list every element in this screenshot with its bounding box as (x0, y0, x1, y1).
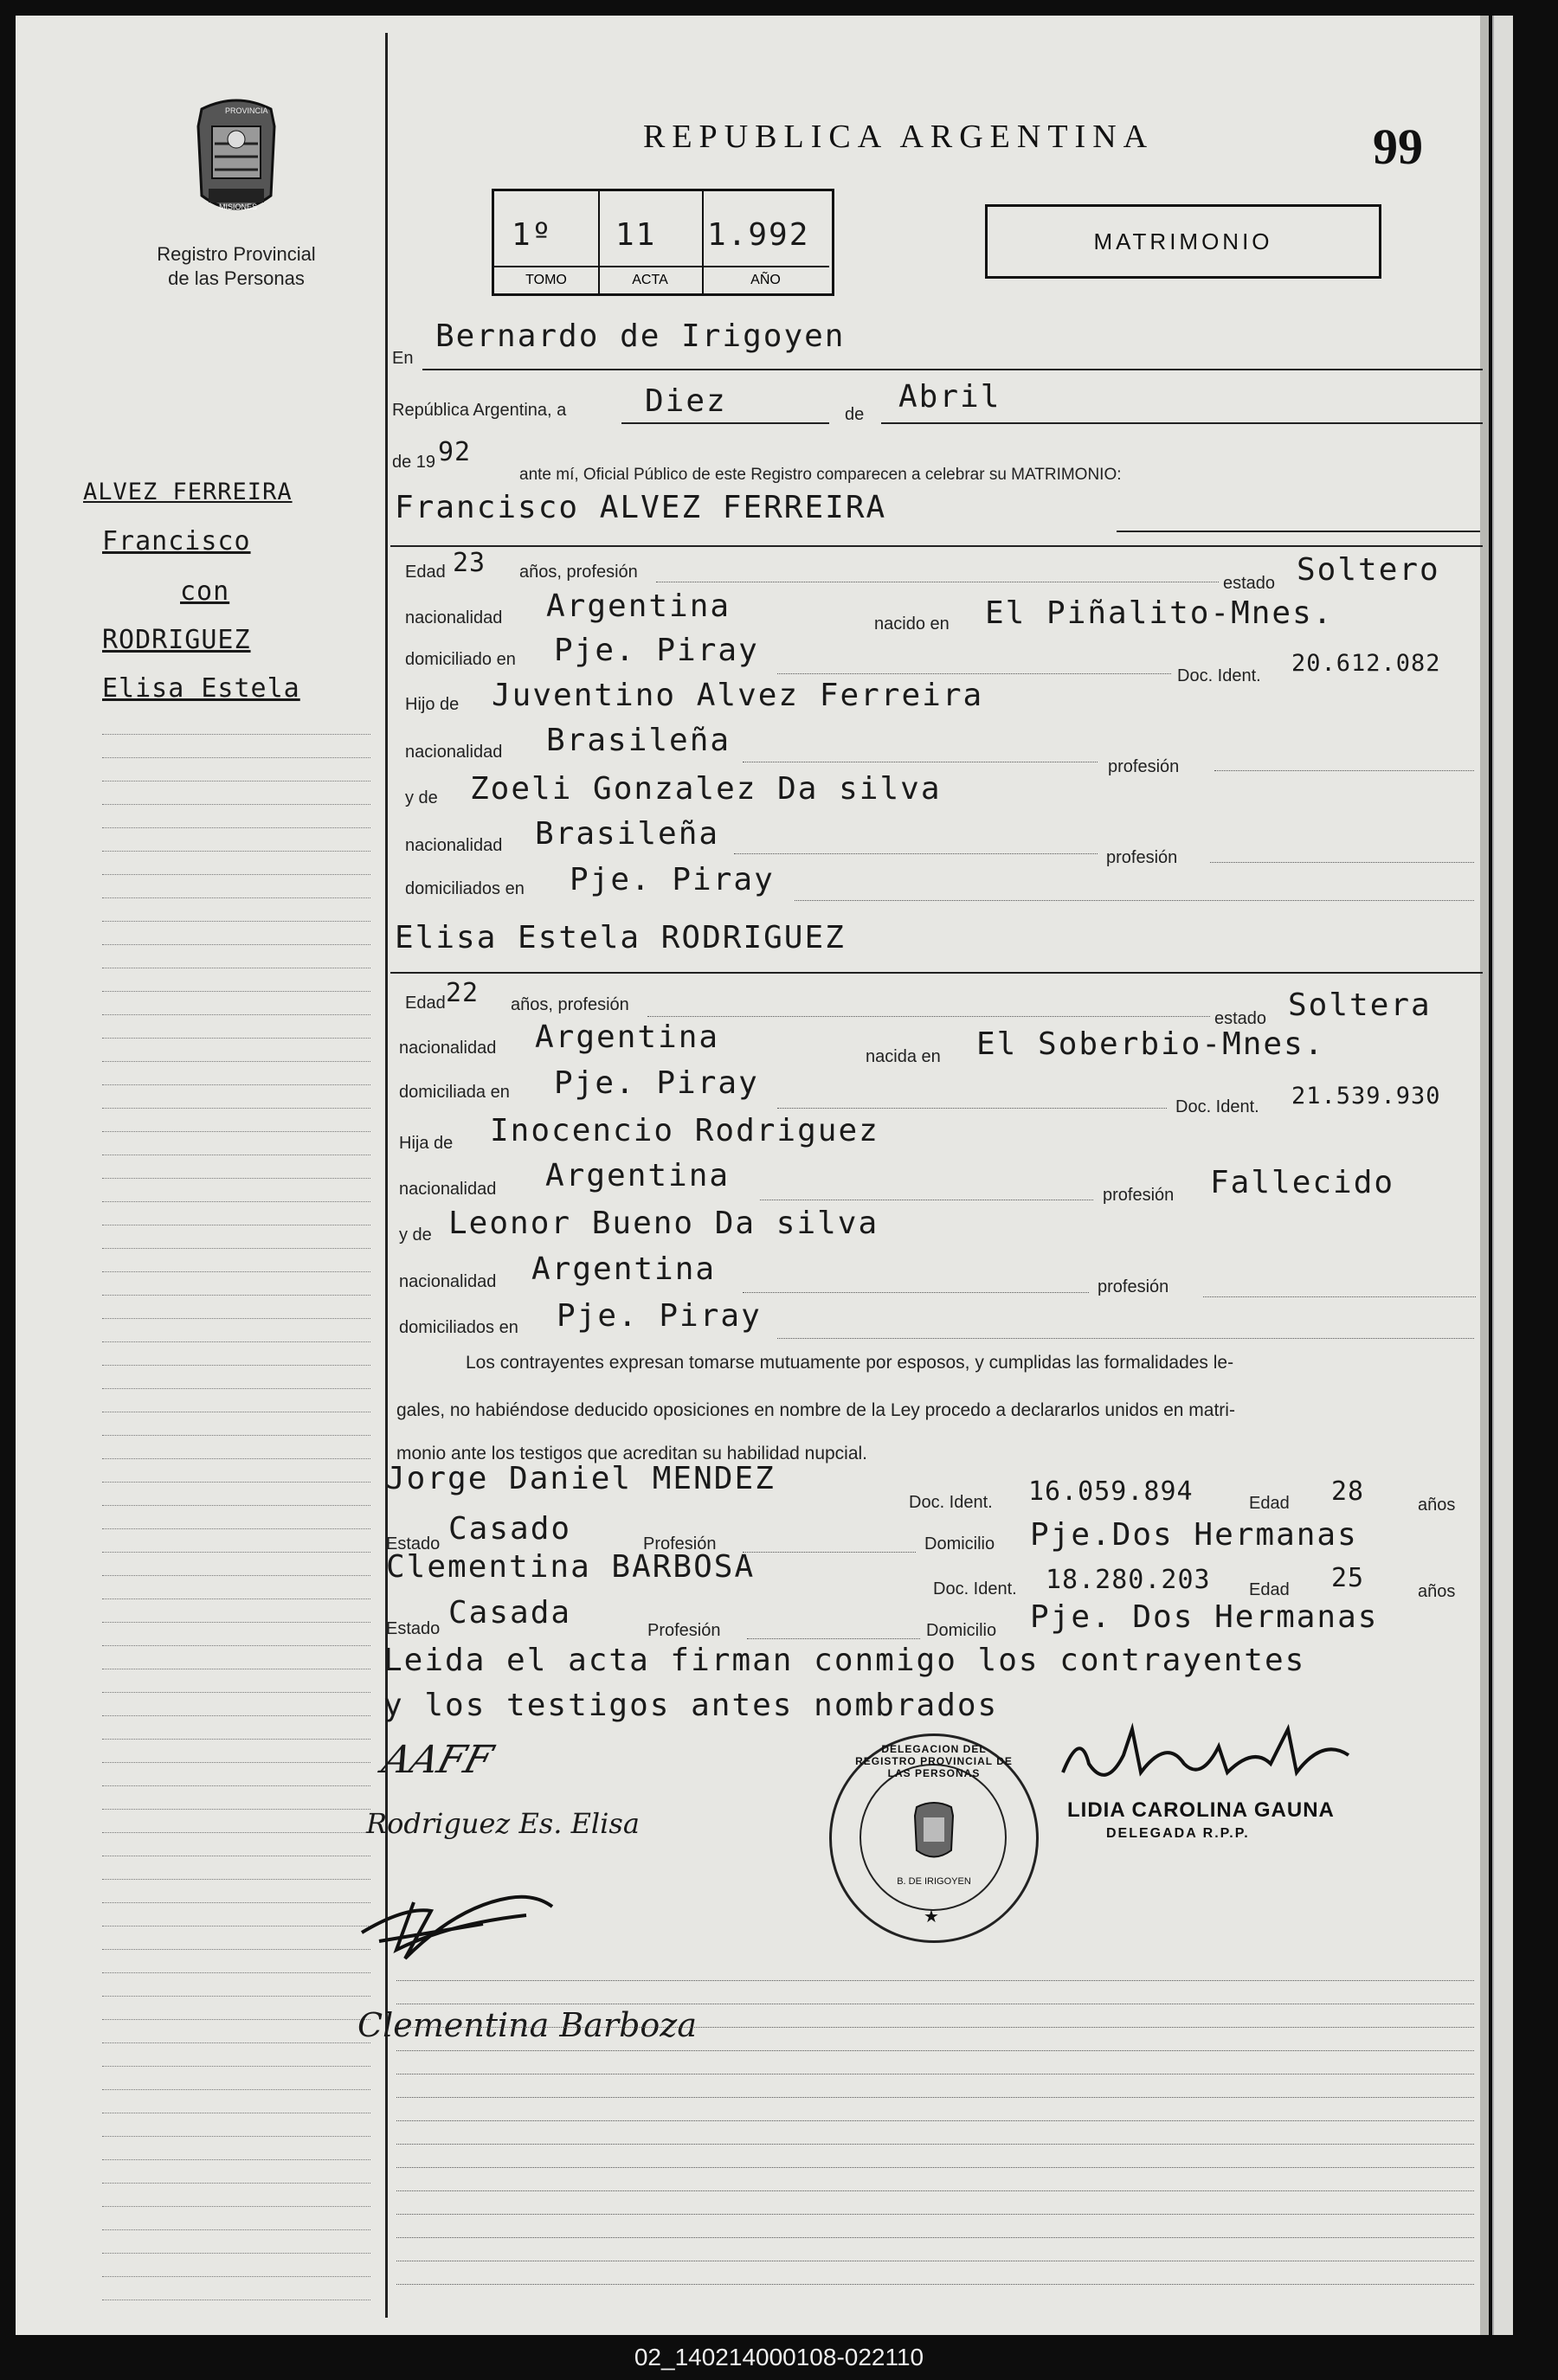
stamp-ring-text: DELEGACION DEL REGISTRO PROVINCIAL DE LAS PERSONAS (855, 1743, 1013, 1779)
witness-2-estado-label: Estado (386, 1619, 441, 1638)
closing-line-1: Leida el acta firman conmigo los contrayentes (383, 1643, 1306, 1678)
groom-dom-label: domiciliado en (405, 650, 516, 669)
margin-con: con (180, 576, 230, 607)
tomo-cell (494, 191, 600, 293)
body-ruled-line (396, 2027, 1474, 2028)
groom-anos-label: años, profesión (519, 563, 638, 582)
margin-ruled-line (102, 1949, 370, 1950)
margin-ruled-line (102, 1809, 370, 1810)
margin-ruled-line (102, 1482, 370, 1483)
margin-ruled-line (102, 1528, 370, 1529)
margin-ruled-line (102, 1201, 370, 1202)
bride-father-prof-label: profesión (1103, 1186, 1175, 1205)
bride-doc: 21.539.930 (1291, 1083, 1441, 1110)
groom-nationality: Argentina (546, 589, 731, 624)
bride-mother: Leonor Bueno Da silva (448, 1206, 879, 1241)
stamp-inner-text: B. DE IRIGOYEN (897, 1876, 971, 1887)
year-suffix: 92 (438, 437, 472, 467)
margin-rule (385, 33, 388, 2318)
groom-name-line (1117, 531, 1480, 532)
margin-ruled-line (102, 827, 370, 828)
groom-name: Francisco ALVEZ FERREIRA (395, 490, 887, 525)
margin-ruled-line (102, 1388, 370, 1389)
margin-ruled-line (102, 1365, 370, 1366)
declaration-line-3: monio ante los testigos que acreditan su habilidad nupcial. (396, 1444, 868, 1463)
margin-ruled-line (102, 1879, 370, 1880)
body-ruled-line (396, 1980, 1474, 1981)
margin-ruled-line (102, 1832, 370, 1833)
groom-doc-label: Doc. Ident. (1177, 666, 1261, 685)
body-ruled-line (396, 2190, 1474, 2191)
signature-4: Clementina Barboza (357, 2006, 697, 2044)
body-ruled-line (396, 2167, 1474, 2168)
margin-ruled-line (102, 2066, 370, 2067)
witness-1-anos-label: años (1418, 1496, 1456, 1515)
margin-ruled-line (102, 1061, 370, 1062)
margin-ruled-line (102, 921, 370, 922)
margin-ruled-line (102, 2206, 370, 2207)
registry-stamp (829, 1734, 1039, 1943)
margin-ruled-line (102, 1996, 370, 1997)
margin-ruled-line (102, 2276, 370, 2277)
margin-ruled-line (102, 897, 370, 898)
bride-mother-prof-line (1203, 1296, 1476, 1297)
anio-cell (702, 191, 832, 293)
bride-hija-label: Hija de (399, 1134, 454, 1153)
margin-ruled-line (102, 1762, 370, 1763)
witness-2-age: 25 (1331, 1563, 1365, 1593)
margin-ruled-line (102, 2229, 370, 2230)
groom-domicile: Pje. Piray (554, 633, 759, 668)
bride-mother-line (743, 1292, 1089, 1293)
year-prefix: de 19 (392, 453, 436, 472)
margin-ruled-line (102, 1248, 370, 1249)
bride-father-prof: Fallecido (1210, 1165, 1395, 1200)
margin-ruled-line (102, 944, 370, 945)
declaration-line-2: gales, no habiéndose deducido oposiciones en nombre de la Ley procedo a declararlos unidos en matri- (396, 1400, 1235, 1420)
groom-mother-line (734, 853, 1098, 854)
body-ruled-line (396, 2284, 1474, 2285)
bride-anos-label: años, profesión (511, 995, 629, 1014)
body-ruled-line (396, 2237, 1474, 2238)
margin-ruled-line (102, 757, 370, 758)
bride-doms-label: domiciliados en (399, 1318, 518, 1337)
bride-section-rule (390, 972, 1483, 974)
registry-line-2: de las Personas (168, 267, 305, 289)
tomo-value: 1º (512, 217, 553, 253)
margin-ruled-line (102, 2089, 370, 2090)
stamp-star-icon: ★ (924, 1907, 939, 1927)
bride-doc-label: Doc. Ident. (1175, 1097, 1259, 1116)
doc-type-box: MATRIMONIO (985, 204, 1381, 279)
body-ruled-line (396, 2097, 1474, 2098)
anio-label: AÑO (702, 266, 829, 293)
margin-ruled-line (102, 2159, 370, 2160)
margin-ruled-line (102, 1692, 370, 1693)
groom-doc: 20.612.082 (1291, 650, 1441, 677)
groom-mother-nat: Brasileña (535, 816, 720, 852)
bride-nationality: Argentina (535, 1020, 720, 1055)
day-line (621, 422, 829, 424)
signature-3-scribble (353, 1872, 578, 1967)
document-page (16, 16, 1489, 2335)
bride-parents-domicile: Pje. Piray (557, 1298, 762, 1334)
witness-2-edad-label: Edad (1249, 1580, 1290, 1599)
groom-father-nat-label: nacionalidad (405, 743, 503, 762)
intro-text: ante mí, Oficial Público de este Registro comparecen a celebrar su MATRIMONIO: (519, 466, 1122, 484)
margin-ruled-line (102, 2136, 370, 2137)
margin-ruled-line (102, 734, 370, 735)
witness-1-prof-line (743, 1552, 916, 1553)
emblem-province-text: PROVINCIA (225, 106, 268, 115)
margin-ruled-line (102, 1598, 370, 1599)
groom-father-nat: Brasileña (546, 723, 731, 758)
bride-born: El Soberbio-Mnes. (976, 1026, 1325, 1062)
bride-mother-nat: Argentina (531, 1251, 717, 1287)
margin-ruled-line (102, 1295, 370, 1296)
record-box (492, 189, 834, 296)
groom-nacido-label: nacido en (874, 614, 950, 634)
tomo-label: TOMO (494, 266, 598, 293)
witness-1-dom-label: Domicilio (924, 1534, 995, 1553)
rep-label: República Argentina, a (392, 401, 567, 420)
margin-ruled-line (102, 851, 370, 852)
acta-cell (598, 191, 704, 293)
witness-2-name: Clementina BARBOSA (386, 1549, 756, 1585)
margin-ruled-line (102, 2042, 370, 2043)
margin-ruled-line (102, 1131, 370, 1132)
registry-name (137, 242, 336, 291)
place-line (422, 369, 1483, 370)
witness-1-estado: Casado (448, 1511, 572, 1547)
margin-name-1: Francisco (102, 526, 251, 556)
bride-name: Elisa Estela RODRIGUEZ (395, 920, 846, 955)
officer-name: LIDIA CAROLINA GAUNA (1067, 1798, 1335, 1822)
groom-father-prof-line (1214, 770, 1474, 771)
month-line (881, 422, 1483, 424)
month-value: Abril (898, 379, 1001, 415)
groom-section-rule (390, 545, 1483, 547)
emblem-name-text: MISIONES (218, 203, 257, 211)
margin-ruled-line (102, 1038, 370, 1039)
groom-doms-label: domiciliados en (405, 879, 525, 898)
margin-ruled-line (102, 1341, 370, 1342)
stamp-emblem-icon (908, 1798, 960, 1868)
margin-surname-1: ALVEZ FERREIRA (83, 479, 293, 505)
signature-2: Rodriguez Es. Elisa (366, 1807, 640, 1840)
margin-ruled-line (102, 2019, 370, 2020)
witness-2-prof-label: Profesión (647, 1621, 721, 1640)
margin-ruled-line (102, 1575, 370, 1576)
witness-2-doc: 18.280.203 (1046, 1565, 1211, 1595)
bride-father-nat-label: nacionalidad (399, 1180, 497, 1199)
place-value: Bernardo de Irigoyen (435, 318, 846, 354)
witness-2-estado: Casada (448, 1595, 572, 1631)
margin-ruled-line (102, 1108, 370, 1109)
bride-prof-line (647, 1016, 1210, 1017)
page-number: 99 (1373, 119, 1423, 175)
margin-ruled-line (102, 1435, 370, 1436)
groom-mother-prof-label: profesión (1106, 848, 1178, 867)
margin-ruled-line (102, 1785, 370, 1786)
bride-nacida-label: nacida en (866, 1047, 941, 1066)
acta-label: ACTA (598, 266, 702, 293)
margin-ruled-line (102, 991, 370, 992)
anio-value: 1.992 (707, 217, 810, 253)
groom-age: 23 (453, 548, 486, 578)
groom-estado: Soltero (1297, 552, 1440, 588)
officer-title: DELEGADA R.P.P. (1106, 1826, 1250, 1841)
margin-ruled-line (102, 1084, 370, 1085)
bride-mother-prof-label: profesión (1098, 1277, 1169, 1296)
groom-mother: Zoeli Gonzalez Da silva (470, 771, 942, 807)
margin-ruled-line (102, 781, 370, 782)
margin-name-2: Elisa Estela (102, 673, 300, 704)
witness-2-dom-label: Domicilio (926, 1621, 997, 1640)
margin-ruled-line (102, 804, 370, 805)
registry-line-1: Registro Provincial (157, 243, 316, 265)
margin-ruled-line (102, 1972, 370, 1973)
bride-mother-nat-label: nacionalidad (399, 1272, 497, 1291)
body-ruled-line (396, 2120, 1474, 2121)
groom-mother-prof-line (1210, 862, 1474, 863)
bride-nac-label: nacionalidad (399, 1039, 497, 1058)
witness-1-estado-label: Estado (386, 1534, 441, 1553)
declaration-line-1: Los contrayentes expresan tomarse mutuamente por esposos, y cumplidas las formalidades le- (466, 1353, 1234, 1373)
en-label: En (392, 349, 414, 368)
body-ruled-line (396, 2144, 1474, 2145)
margin-ruled-line (102, 1902, 370, 1903)
groom-born: El Piñalito-Mnes. (985, 595, 1334, 631)
margin-ruled-line (102, 1505, 370, 1506)
witness-2-dom: Pje. Dos Hermanas (1030, 1599, 1379, 1635)
bride-estado: Soltera (1288, 987, 1432, 1023)
bride-doms-line (777, 1338, 1474, 1339)
bride-edad-label: Edad (405, 994, 446, 1013)
margin-ruled-line (102, 1271, 370, 1272)
body-ruled-line (396, 2214, 1474, 2215)
witness-1-age: 28 (1331, 1476, 1365, 1507)
margin-ruled-line (102, 1552, 370, 1553)
witness-1-name: Jorge Daniel MENDEZ (386, 1461, 776, 1496)
officer-signature-scribble (1046, 1712, 1383, 1807)
bride-father: Inocencio Rodriguez (490, 1113, 879, 1148)
witness-1-dom: Pje.Dos Hermanas (1030, 1517, 1358, 1553)
groom-yde-label: y de (405, 788, 438, 807)
bride-dom-label: domiciliada en (399, 1083, 510, 1102)
bride-age: 22 (446, 978, 480, 1008)
margin-ruled-line (102, 1645, 370, 1646)
margin-ruled-line (102, 1926, 370, 1927)
signature-1: AAFF (377, 1738, 498, 1782)
groom-mother-nat-label: nacionalidad (405, 836, 503, 855)
witness-1-prof-label: Profesión (643, 1534, 717, 1553)
margin-ruled-line (102, 874, 370, 875)
groom-nac-label: nacionalidad (405, 608, 503, 627)
witness-2-doc-label: Doc. Ident. (933, 1579, 1017, 1598)
margin-ruled-line (102, 1178, 370, 1179)
closing-line-2: y los testigos antes nombrados (383, 1688, 999, 1723)
body-ruled-line (396, 2050, 1474, 2051)
margin-ruled-line (102, 1622, 370, 1623)
day-value: Diez (645, 383, 727, 419)
bride-father-nat: Argentina (545, 1158, 731, 1193)
groom-doms-line (795, 900, 1474, 901)
witness-1-doc: 16.059.894 (1028, 1476, 1194, 1507)
margin-surname-2: RODRIGUEZ (102, 625, 251, 655)
margin-ruled-line (102, 1739, 370, 1740)
margin-ruled-line (102, 1458, 370, 1459)
margin-ruled-line (102, 1318, 370, 1319)
groom-father-prof-label: profesión (1108, 757, 1180, 776)
groom-parents-domicile: Pje. Piray (570, 862, 775, 897)
groom-hijo-label: Hijo de (405, 695, 460, 714)
witness-2-prof-line (747, 1638, 920, 1639)
de-label: de (845, 405, 865, 424)
acta-value: 11 (615, 217, 657, 253)
bride-domicile: Pje. Piray (554, 1065, 759, 1101)
groom-dom-line (777, 673, 1171, 674)
groom-father: Juventino Alvez Ferreira (492, 678, 984, 713)
bride-dom-line (777, 1108, 1167, 1109)
bride-estado-label: estado (1214, 1009, 1267, 1028)
margin-ruled-line (102, 1715, 370, 1716)
file-id: 02_140214000108-022110 (634, 2344, 924, 2370)
witness-2-anos-label: años (1418, 1582, 1456, 1601)
bride-yde-label: y de (399, 1225, 432, 1245)
margin-ruled-line (102, 2183, 370, 2184)
margin-ruled-line (102, 1014, 370, 1015)
witness-1-doc-label: Doc. Ident. (909, 1493, 993, 1512)
margin-ruled-line (102, 2253, 370, 2254)
witness-1-edad-label: Edad (1249, 1494, 1290, 1513)
groom-estado-label: estado (1223, 574, 1276, 593)
groom-edad-label: Edad (405, 563, 446, 582)
country-title: REPUBLICA ARGENTINA (643, 119, 1155, 155)
